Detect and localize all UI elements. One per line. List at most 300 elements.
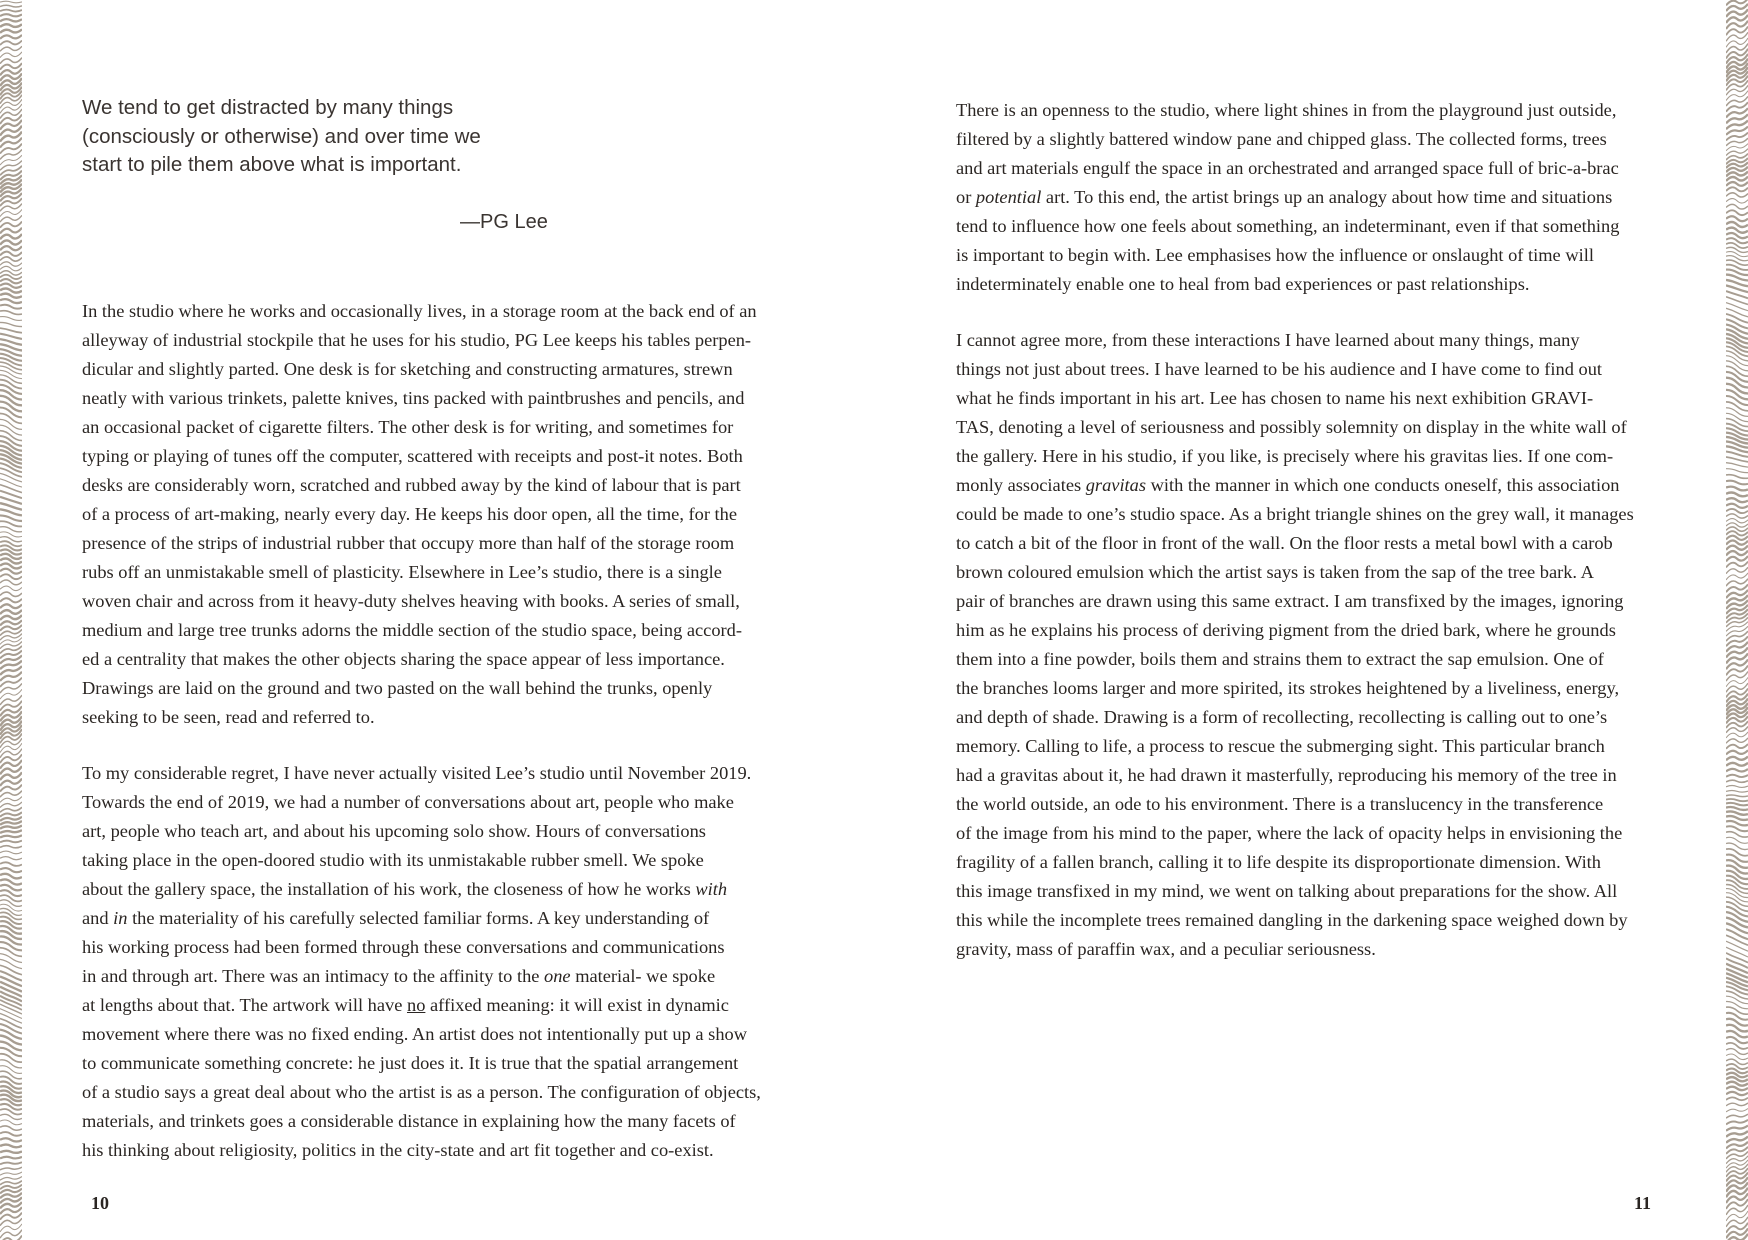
- text-line: [82, 875, 761, 904]
- wood-grain-stroke: [0, 1236, 22, 1240]
- epigraph-line: start to pile them above what is important.: [82, 153, 462, 176]
- wood-grain-stroke: [0, 598, 22, 602]
- text-run: affixed meaning: it will exist in dynamic: [425, 995, 729, 1015]
- wood-grain-stroke: [1726, 210, 1748, 215]
- wood-grain-stroke: [1726, 1109, 1748, 1112]
- wood-grain-stroke: [0, 473, 22, 482]
- wood-grain-stroke: [0, 41, 22, 46]
- wood-grain-stroke: [1726, 44, 1748, 54]
- wood-grain-stroke: [1726, 228, 1748, 233]
- wood-grain-stroke: [0, 198, 22, 206]
- wood-grain-stroke: [0, 408, 22, 418]
- italic-text: gravitas: [1085, 475, 1147, 495]
- wood-grain-stroke: [1726, 790, 1748, 792]
- wood-grain-stroke: [1726, 144, 1748, 151]
- wood-grain-stroke: [1726, 527, 1748, 531]
- wood-grain-stroke: [0, 35, 22, 39]
- wood-grain-stroke: [0, 1172, 22, 1175]
- wood-grain-stroke: [1726, 821, 1748, 825]
- text-line: his thinking about religiosity, politics in the city-state and art fit together and co-exist.: [82, 1140, 714, 1160]
- wood-grain-stroke: [1726, 187, 1748, 191]
- wood-grain-stroke: [1726, 9, 1748, 17]
- wood-grain-stroke: [1726, 935, 1748, 945]
- text-line: of a process of art-making, nearly every day. He keeps his door open, all the time, for the: [82, 504, 738, 524]
- text-run: in and through art. There was an intimacy to the affinity to the: [82, 966, 545, 986]
- text-run: the materiality of his carefully selected familiar forms. A key understanding of: [127, 908, 710, 928]
- wood-grain-stroke: [0, 642, 22, 649]
- italic-text: with: [695, 879, 728, 899]
- text-line: is important to begin with. Lee emphasises how the influence or onslaught of time will: [956, 245, 1594, 265]
- wood-grain-stroke: [0, 311, 22, 315]
- wood-grain-stroke: [1726, 319, 1748, 328]
- text-line: neatly with various trinkets, palette knives, tins packed with paintbrushes and pencils, and: [82, 388, 745, 408]
- wood-grain-stroke: [1726, 757, 1748, 761]
- wood-grain-stroke: [1726, 816, 1748, 820]
- wood-grain-stroke: [0, 396, 22, 406]
- wood-grain-stroke: [0, 830, 22, 833]
- wood-grain-stroke: [0, 1132, 22, 1136]
- wood-grain-stroke: [0, 1013, 22, 1023]
- text-line: tend to influence how one feels about something, an indeterminant, even if that something: [956, 216, 1620, 236]
- wood-grain-stroke: [0, 19, 22, 21]
- text-line: the gallery. Here in his studio, if you like, is precisely where his gravitas lies. If one com-: [956, 446, 1614, 466]
- wood-grain-stroke: [1726, 1137, 1748, 1143]
- wood-grain-stroke: [1726, 1193, 1748, 1203]
- wood-grain-stroke: [0, 625, 22, 631]
- text-line: rubs off an unmistakable smell of plasticity. Elsewhere in Lee’s studio, there is a single: [82, 562, 722, 582]
- wood-grain-stroke: [0, 610, 22, 614]
- wood-grain-stroke: [1726, 1131, 1748, 1137]
- wood-grain-stroke: [0, 749, 22, 758]
- wood-grain-stroke: [1726, 832, 1748, 837]
- wood-grain-stroke: [0, 1145, 22, 1148]
- wood-grain-stroke: [0, 835, 22, 837]
- wood-grain-stroke: [1726, 523, 1748, 527]
- wood-grain-stroke: [0, 879, 22, 884]
- wood-grain-stroke: [0, 468, 22, 477]
- text-run: about the gallery space, the installation of his work, the closeness of how he works: [82, 879, 696, 899]
- wood-grain-stroke: [1726, 21, 1748, 29]
- text-line: [82, 962, 761, 991]
- wood-grain-stroke: [0, 509, 22, 515]
- wood-grain-stroke: [1726, 199, 1748, 204]
- text-line: the branches looms larger and more spirited, its strokes heightened by a liveliness, energy,: [956, 678, 1620, 698]
- text-line: art, people who teach art, and about his upcoming solo show. Hours of conversations: [82, 821, 706, 841]
- wood-grain-stroke: [1726, 683, 1748, 692]
- wood-grain-stroke: [0, 419, 22, 429]
- wood-grain-stroke: [0, 63, 22, 70]
- text-line: [956, 183, 1619, 212]
- text-run: or: [956, 187, 976, 207]
- text-run: art. To this end, the artist brings up an analogy about how time and situations: [1041, 187, 1613, 207]
- wood-grain-stroke: [0, 791, 22, 797]
- text-line: memory. Calling to life, a process to rescue the submerging sight. This particular branch: [956, 736, 1605, 756]
- text-run: material- we spoke: [570, 966, 716, 986]
- wood-grain-stroke: [0, 620, 22, 625]
- wood-grain-stroke: [0, 785, 22, 792]
- wood-grain-stroke: [1726, 1199, 1748, 1209]
- wood-grain-stroke: [1726, 991, 1748, 999]
- wood-grain-stroke: [0, 375, 22, 384]
- wood-grain-stroke: [1726, 573, 1748, 580]
- wood-grain-stroke: [0, 266, 22, 270]
- text-line: fragility of a fallen branch, calling it to life despite its disproportionate dimension. With: [956, 852, 1601, 872]
- wood-grain-stroke: [0, 1185, 22, 1190]
- text-line: Drawings are laid on the ground and two pasted on the wall behind the trunks, openly: [82, 678, 713, 698]
- text-line: his working process had been formed through these conversations and communications: [82, 937, 725, 957]
- wood-grain-stroke: [1726, 923, 1748, 933]
- wood-grain-stroke: [0, 1, 22, 3]
- wood-grain-stroke: [0, 569, 22, 574]
- wood-grain-stroke: [1726, 182, 1748, 186]
- wood-grain-stroke: [1726, 492, 1748, 496]
- wood-grain-stroke: [1726, 672, 1748, 682]
- wood-grain-stroke: [1726, 1142, 1748, 1149]
- wood-grain-stroke: [0, 299, 22, 303]
- wood-grain-stroke: [0, 604, 22, 608]
- text-line: the world outside, an ode to his environment. There is a translucency in the transference: [956, 794, 1604, 814]
- wood-grain-stroke: [0, 24, 22, 27]
- wood-grain-stroke: [0, 743, 22, 752]
- epigraph-line: (consciously or otherwise) and over time we: [82, 124, 481, 148]
- wood-grain-stroke: [0, 58, 22, 64]
- wood-grain-stroke: [0, 689, 22, 699]
- text-line: In the studio where he works and occasionally lives, in a storage room at the back end of an: [82, 301, 757, 321]
- wood-grain-stroke: [0, 760, 22, 769]
- text-line: seeking to be seen, read and referred to.: [82, 707, 375, 727]
- text-run: at lengths about that. The artwork will have: [82, 995, 407, 1015]
- wood-grain-stroke: [0, 926, 22, 934]
- wood-grain-stroke: [1726, 204, 1748, 209]
- wood-grain-stroke: [1726, 469, 1748, 473]
- wood-grain-stroke: [0, 1030, 22, 1039]
- wood-grain-stroke: [1726, 1156, 1748, 1164]
- wood-grain-stroke: [0, 772, 22, 780]
- wood-grain-stroke: [1726, 567, 1748, 574]
- wood-grain-stroke: [0, 334, 22, 339]
- wood-grain-stroke: [1726, 372, 1748, 382]
- wood-grain-stroke: [1726, 1082, 1748, 1086]
- epigraph-attribution: —PG Lee: [460, 211, 548, 233]
- text-line: of the image from his mind to the paper, where the lack of opacity helps in envisioning the: [956, 823, 1623, 843]
- wood-grain-stroke: [1726, 1217, 1748, 1227]
- wood-grain-stroke: [1726, 727, 1748, 733]
- wood-grain-stroke: [0, 234, 22, 239]
- wood-grain-stroke: [1726, 716, 1748, 723]
- wood-grain-stroke: [0, 1126, 22, 1130]
- text-line: of a studio says a great deal about who the artist is as a person. The configuration of objects,: [82, 1082, 761, 1102]
- wood-grain-stroke: [0, 284, 22, 288]
- wood-grain-stroke: [1726, 541, 1748, 545]
- wood-grain-stroke: [0, 68, 22, 75]
- text-line: Towards the end of 2019, we had a number of conversations about art, people who make: [82, 792, 734, 812]
- wood-grain-stroke: [0, 289, 22, 293]
- text-line: gravity, mass of paraffin wax, and a peculiar seriousness.: [956, 939, 1376, 959]
- wood-grain-stroke: [0, 275, 22, 279]
- wood-grain-stroke: [0, 851, 22, 854]
- wood-grain-stroke: [1726, 162, 1748, 168]
- wood-grain-stroke: [0, 29, 22, 32]
- text-run: monly associates: [956, 475, 1086, 495]
- wood-grain-stroke: [0, 954, 22, 963]
- wood-grain-stroke: [1726, 795, 1748, 797]
- wood-grain-stroke: [1726, 172, 1748, 177]
- wood-grain-stroke: [0, 987, 22, 997]
- wood-grain-stroke: [0, 1197, 22, 1203]
- wood-grain-stroke: [0, 868, 22, 872]
- wood-grain-stroke: [0, 615, 22, 620]
- left-paragraph-2: [82, 759, 761, 1165]
- wood-grain-stroke: [0, 857, 22, 860]
- wood-grain-stroke: [1726, 536, 1748, 540]
- wood-grain-stroke: [1726, 193, 1748, 197]
- text-line: an occasional packet of cigarette filters. The other desk is for writing, and sometimes for: [82, 417, 734, 437]
- wood-grain-stroke: [0, 425, 22, 435]
- wood-grain-stroke: [0, 1218, 22, 1226]
- wood-grain-stroke: [0, 1177, 22, 1181]
- wood-grain-stroke: [0, 1167, 22, 1170]
- wood-grain-stroke: [0, 965, 22, 974]
- left-paragraph-1: [82, 297, 757, 732]
- wood-grain-stroke: [0, 1066, 22, 1074]
- wood-grain-stroke: [1726, 1205, 1748, 1215]
- wood-grain-stroke: [0, 1151, 22, 1153]
- text-line: ed a centrality that makes the other objects sharing the space appear of less importance.: [82, 649, 725, 669]
- text-line: and depth of shade. Drawing is a form of recollecting, recollecting is calling out to one’s: [956, 707, 1608, 727]
- wood-grain-stroke: [0, 1019, 22, 1029]
- text-line: [956, 471, 1634, 500]
- wood-grain-stroke: [1726, 1114, 1748, 1118]
- wood-grain-stroke: [0, 1120, 22, 1125]
- wood-grain-stroke: [1726, 498, 1748, 502]
- italic-text: potential: [975, 187, 1042, 207]
- italic-text: in: [113, 908, 128, 928]
- wood-grain-stroke: [1726, 1147, 1748, 1154]
- wood-grain-stroke: [1726, 799, 1748, 801]
- wood-grain-stroke: [1726, 38, 1748, 47]
- wood-grain-stroke: [1726, 158, 1748, 164]
- wood-grain-stroke: [1726, 15, 1748, 23]
- wood-grain-stroke: [1726, 584, 1748, 592]
- text-line: [82, 991, 761, 1020]
- wood-grain-stroke: [1726, 721, 1748, 728]
- wood-grain-stroke: [0, 515, 22, 521]
- text-line: brown coloured emulsion which the artist says is taken from the sap of the tree bark. A: [956, 562, 1594, 582]
- wood-grain-stroke: [1726, 1097, 1748, 1100]
- text-line: materials, and trinkets goes a considerable distance in explaining how the many facets of: [82, 1111, 736, 1131]
- wood-grain-stroke: [0, 52, 22, 58]
- wood-grain-stroke: [1726, 463, 1748, 467]
- text-line: could be made to one’s studio space. As a bright triangle shines on the grey wall, it manages: [956, 504, 1634, 524]
- wood-grain-stroke: [1726, 4, 1748, 11]
- wood-grain-stroke: [1726, 780, 1748, 782]
- wood-grain-stroke: [1726, 0, 1748, 5]
- wood-grain-stroke: [1726, 562, 1748, 568]
- wood-grain-stroke: [0, 904, 22, 911]
- text-line: filtered by a slightly battered window pane and chipped glass. The collected forms, trees: [956, 129, 1607, 149]
- wood-grain-stroke: [0, 246, 22, 250]
- wood-grain-stroke: [1726, 811, 1748, 814]
- text-line: presence of the strips of industrial rubber that occupy more than half of the storage room: [82, 533, 735, 553]
- wood-grain-stroke: [1726, 481, 1748, 485]
- wood-grain-stroke: [0, 1162, 22, 1164]
- wood-grain-stroke: [1726, 509, 1748, 513]
- wood-grain-stroke: [1726, 941, 1748, 951]
- wood-grain-stroke: [0, 1202, 22, 1208]
- wood-grain-stroke: [1726, 487, 1748, 491]
- wood-grain-stroke: [1726, 138, 1748, 146]
- wood-grain-stroke: [1726, 964, 1748, 973]
- wood-grain-stroke: [0, 262, 22, 266]
- wood-grain-stroke: [0, 779, 22, 786]
- page-number-right: 11: [1634, 1193, 1652, 1213]
- text-line: what he finds important in his art. Lee has chosen to name his next exhibition GRAVI-: [956, 388, 1594, 408]
- wood-grain-stroke: [0, 1230, 22, 1238]
- wood-grain-stroke: [1726, 1126, 1748, 1131]
- wood-grain-stroke: [0, 807, 22, 812]
- wood-grain-stroke: [0, 279, 22, 283]
- wood-grain-stroke: [1726, 1152, 1748, 1159]
- text-line: to catch a bit of the floor in front of the wall. On the floor rests a metal bowl with a carob: [956, 533, 1613, 553]
- page-number-left: 10: [91, 1193, 109, 1213]
- wood-grain-stroke: [1726, 27, 1748, 36]
- wood-grain-stroke: [0, 521, 22, 526]
- wood-grain-stroke: [1726, 531, 1748, 535]
- wood-grain-stroke: [0, 802, 22, 808]
- wood-grain-stroke: [1726, 947, 1748, 957]
- wood-grain-stroke: [0, 638, 22, 645]
- wood-grain-stroke: [0, 1213, 22, 1220]
- right-edge-wood-grain-pattern: [1726, 0, 1748, 1240]
- wood-grain-stroke: [1726, 546, 1748, 550]
- wood-grain-stroke: [0, 826, 22, 829]
- wood-grain-stroke: [1726, 556, 1748, 561]
- wood-grain-stroke: [1726, 590, 1748, 598]
- wood-grain-stroke: [0, 846, 22, 848]
- wood-grain-stroke: [0, 104, 22, 113]
- wood-grain-stroke: [1726, 826, 1748, 831]
- wood-grain-stroke: [1726, 177, 1748, 182]
- wood-grain-stroke: [1726, 384, 1748, 394]
- wood-grain-stroke: [1726, 1211, 1748, 1221]
- wood-grain-stroke: [0, 215, 22, 222]
- wood-grain-stroke: [0, 1193, 22, 1198]
- wood-grain-stroke: [1726, 419, 1748, 427]
- wood-grain-stroke: [0, 931, 22, 939]
- wood-grain-stroke: [1726, 732, 1748, 738]
- wood-grain-stroke: [0, 959, 22, 968]
- wood-grain-stroke: [0, 390, 22, 399]
- wood-grain-stroke: [0, 305, 22, 309]
- wood-grain-stroke: [1726, 1087, 1748, 1091]
- wood-grain-stroke: [0, 73, 22, 81]
- wood-grain-stroke: [1726, 222, 1748, 227]
- wood-grain-stroke: [0, 46, 22, 51]
- wood-grain-stroke: [0, 862, 22, 866]
- wood-grain-stroke: [0, 1071, 22, 1079]
- text-line: dicular and slightly parted. One desk is for sketching and constructing armatures, strewn: [82, 359, 733, 379]
- wood-grain-stroke: [0, 10, 22, 12]
- wood-grain-stroke: [0, 322, 22, 326]
- wood-grain-stroke: [0, 527, 22, 532]
- wood-grain-stroke: [1726, 402, 1748, 411]
- wood-grain-stroke: [1726, 457, 1748, 462]
- wood-grain-stroke: [1726, 837, 1748, 843]
- wood-grain-stroke: [0, 252, 22, 256]
- wood-grain-stroke: [1726, 689, 1748, 698]
- wood-grain-stroke: [1726, 1092, 1748, 1095]
- wood-grain-stroke: [0, 1207, 22, 1214]
- wood-grain-stroke: [1726, 519, 1748, 523]
- wood-grain-stroke: [0, 821, 22, 825]
- wood-grain-stroke: [0, 209, 22, 216]
- wood-grain-stroke: [0, 14, 22, 16]
- left-edge-wood-grain-pattern: [0, 0, 22, 1240]
- text-line: woven chair and across from it heavy-duty shelves heaving with books. A series of small,: [82, 591, 740, 611]
- right-paragraph-2: [956, 326, 1634, 964]
- wood-grain-stroke: [0, 1189, 22, 1194]
- wood-grain-stroke: [1726, 413, 1748, 421]
- wood-grain-stroke: [0, 977, 22, 987]
- wood-grain-stroke: [0, 222, 22, 228]
- wood-grain-stroke: [1726, 32, 1748, 41]
- wood-grain-stroke: [1726, 514, 1748, 518]
- wood-grain-stroke: [1726, 154, 1748, 160]
- wood-grain-stroke: [1726, 408, 1748, 417]
- text-line: There is an openness to the studio, where light shines in from the playground just outside,: [956, 100, 1617, 120]
- wood-grain-stroke: [0, 317, 22, 321]
- wood-grain-stroke: [0, 766, 22, 774]
- wood-grain-stroke: [0, 982, 22, 992]
- wood-grain-stroke: [0, 78, 22, 86]
- text-line: this image transfixed in my mind, we went on talking about preparations for the show. All: [956, 881, 1618, 901]
- wood-grain-stroke: [0, 1138, 22, 1141]
- wood-grain-stroke: [0, 413, 22, 423]
- wood-grain-stroke: [1726, 744, 1748, 749]
- text-line: things not just about trees. I have learned to be his audience and I have come to find out: [956, 359, 1603, 379]
- wood-grain-stroke: [1726, 803, 1748, 805]
- wood-grain-stroke: [1726, 149, 1748, 156]
- text-run: with the manner in which one conducts oneself, this association: [1146, 475, 1620, 495]
- text-line: taking place in the open-doored studio with its unmistakable rubber smell. We spoke: [82, 850, 704, 870]
- wood-grain-stroke: [1726, 167, 1748, 172]
- wood-grain-stroke: [0, 971, 22, 981]
- wood-grain-stroke: [1726, 738, 1748, 743]
- wood-grain-stroke: [0, 294, 22, 298]
- wood-grain-stroke: [0, 841, 22, 843]
- wood-grain-stroke: [0, 797, 22, 803]
- wood-grain-stroke: [1726, 396, 1748, 405]
- wood-grain-stroke: [1726, 390, 1748, 399]
- wood-grain-stroke: [1726, 133, 1748, 141]
- wood-grain-stroke: [0, 754, 22, 763]
- wood-grain-stroke: [1726, 929, 1748, 939]
- wood-grain-stroke: [0, 1009, 22, 1019]
- wood-grain-stroke: [1726, 424, 1748, 432]
- epigraph-line: We tend to get distracted by many things: [82, 96, 454, 119]
- text-line: To my considerable regret, I have never actually visited Lee’s studio until November 2019.: [82, 763, 752, 783]
- text-line: this while the incomplete trees remained dangling in the darkening space weighed down by: [956, 910, 1628, 930]
- wood-grain-stroke: [1726, 216, 1748, 221]
- wood-grain-stroke: [0, 874, 22, 879]
- wood-grain-stroke: [1726, 378, 1748, 388]
- wood-grain-stroke: [0, 629, 22, 635]
- wood-grain-stroke: [0, 240, 22, 245]
- wood-grain-stroke: [1726, 807, 1748, 810]
- text-line: had a gravitas about it, he had drawn it masterfully, reproducing his memory of the tree in: [956, 765, 1617, 785]
- text-line: indeterminately enable one to heal from bad experiences or past relationships.: [956, 274, 1530, 294]
- wood-grain-stroke: [1726, 958, 1748, 968]
